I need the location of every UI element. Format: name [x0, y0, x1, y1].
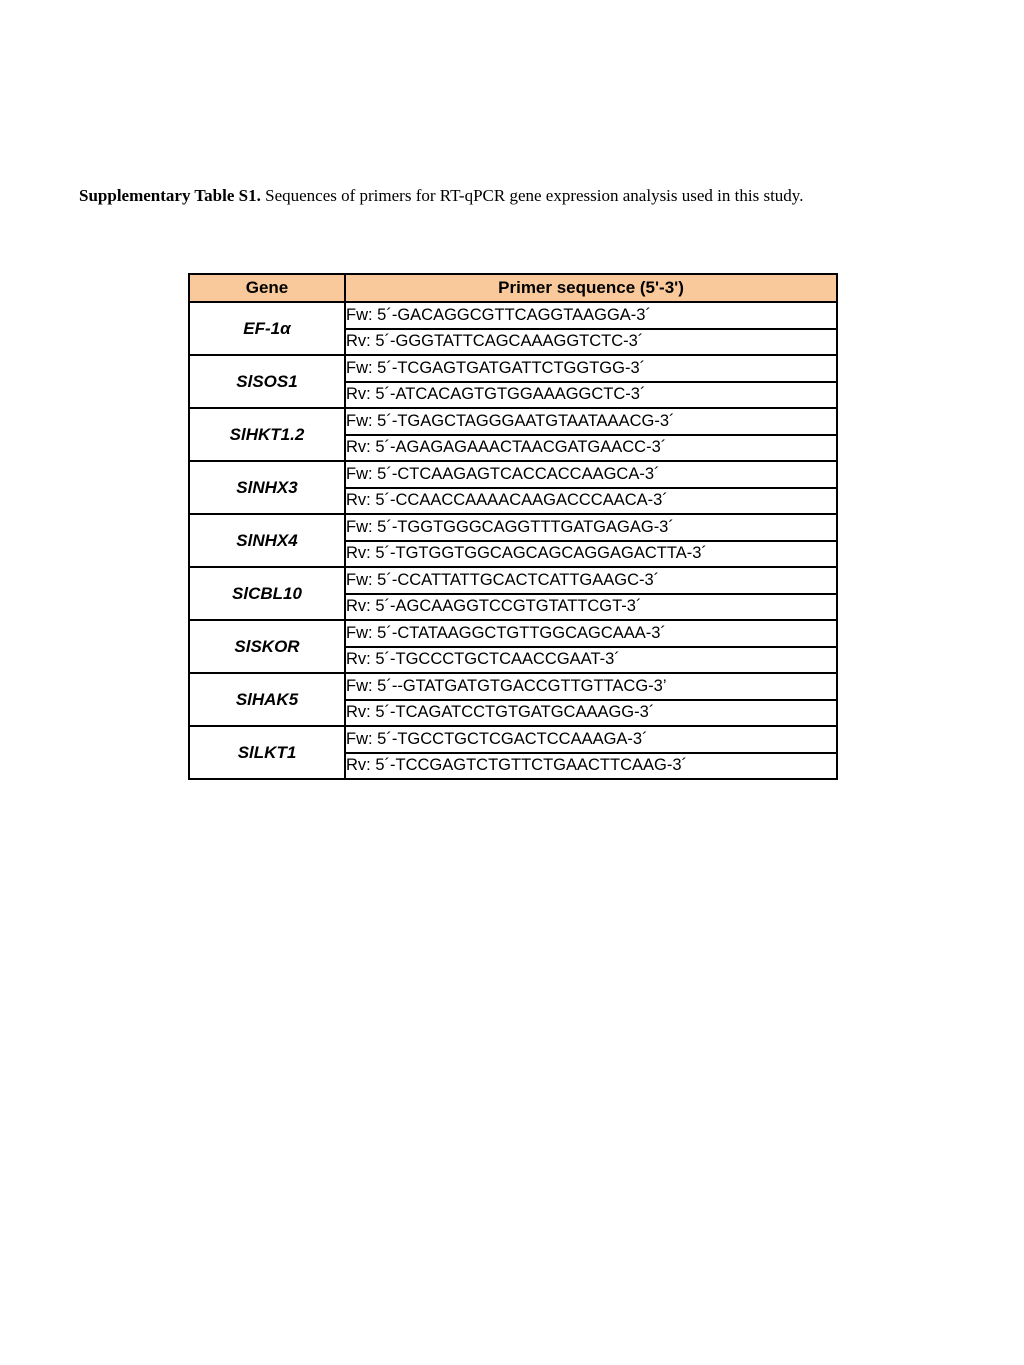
reverse-primer: Rv: 5´-TCCGAGTCTGTTCTGAACTTCAAG-3´ [345, 753, 837, 780]
reverse-primer: Rv: 5´-TGTGGTGGCAGCAGCAGGAGACTTA-3´ [345, 541, 837, 568]
sequence-column-header: Primer sequence (5'-3') [345, 274, 837, 302]
gene-name: SlSOS1 [189, 355, 345, 408]
gene-name: SlLKT1 [189, 726, 345, 779]
caption-text: Sequences of primers for RT-qPCR gene expression analysis used in this study. [265, 186, 804, 205]
reverse-primer: Rv: 5´-AGAGAGAAACTAACGATGAACC-3´ [345, 435, 837, 462]
forward-primer: Fw: 5´-CTCAAGAGTCACCACCAAGCA-3´ [345, 461, 837, 488]
gene-column-header: Gene [189, 274, 345, 302]
table-row [189, 726, 837, 753]
reverse-primer: Rv: 5´-TCAGATCCTGTGATGCAAAGG-3´ [345, 700, 837, 727]
header-row [189, 274, 837, 302]
forward-primer: Fw: 5´-TGCCTGCTCGACTCCAAAGA-3´ [345, 726, 837, 753]
primer-table [188, 273, 838, 780]
table-row [189, 673, 837, 700]
forward-primer: Fw: 5´--GTATGATGTGACCGTTGTTACG-3’ [345, 673, 837, 700]
table-row [189, 408, 837, 435]
table-row [189, 514, 837, 541]
gene-name: SlNHX4 [189, 514, 345, 567]
gene-name: SlSKOR [189, 620, 345, 673]
reverse-primer: Rv: 5´-AGCAAGGTCCGTGTATTCGT-3´ [345, 594, 837, 621]
reverse-primer: Rv: 5´-TGCCCTGCTCAACCGAAT-3´ [345, 647, 837, 674]
gene-name: EF-1α [189, 302, 345, 355]
forward-primer: Fw: 5´-GACAGGCGTTCAGGTAAGGA-3´ [345, 302, 837, 329]
forward-primer: Fw: 5´-TCGAGTGATGATTCTGGTGG-3´ [345, 355, 837, 382]
table-row [189, 302, 837, 329]
table-row [189, 620, 837, 647]
table-row [189, 355, 837, 382]
forward-primer: Fw: 5´-CCATTATTGCACTCATTGAAGC-3´ [345, 567, 837, 594]
reverse-primer: Rv: 5´-ATCACAGTGTGGAAAGGCTC-3´ [345, 382, 837, 409]
forward-primer: Fw: 5´-TGGTGGGCAGGTTTGATGAGAG-3´ [345, 514, 837, 541]
table-row [189, 567, 837, 594]
forward-primer: Fw: 5´-CTATAAGGCTGTTGGCAGCAAA-3´ [345, 620, 837, 647]
gene-name: SlHAK5 [189, 673, 345, 726]
reverse-primer: Rv: 5´-GGGTATTCAGCAAAGGTCTC-3´ [345, 329, 837, 356]
gene-name: SlHKT1.2 [189, 408, 345, 461]
gene-name: SlNHX3 [189, 461, 345, 514]
forward-primer: Fw: 5´-TGAGCTAGGGAATGTAATAAACG-3´ [345, 408, 837, 435]
reverse-primer: Rv: 5´-CCAACCAAAACAAGACCCAACA-3´ [345, 488, 837, 515]
table-caption [79, 184, 869, 208]
gene-name: SlCBL10 [189, 567, 345, 620]
table-row [189, 461, 837, 488]
caption-label: Supplementary Table S1. [79, 186, 261, 205]
